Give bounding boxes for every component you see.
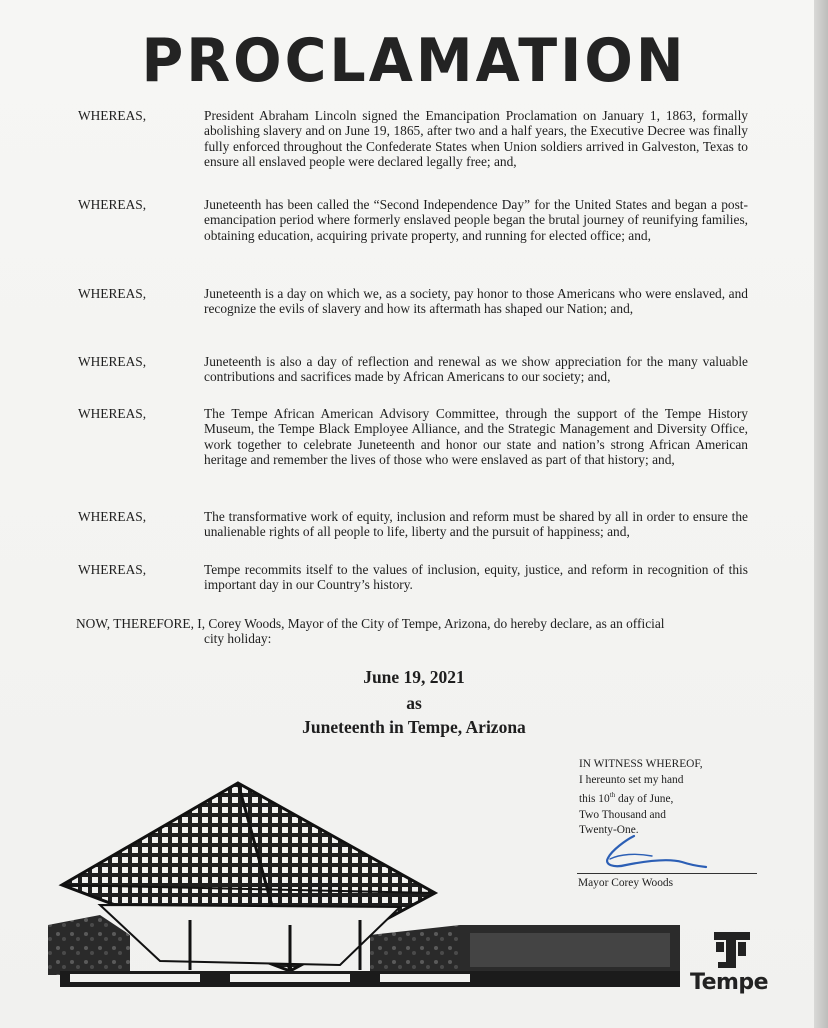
- whereas-label: WHEREAS,: [78, 197, 147, 212]
- declaration-holiday: Juneteenth in Tempe, Arizona: [302, 717, 526, 737]
- witness-line3-suffix: day of June,: [615, 792, 674, 805]
- whereas-clause: [78, 509, 748, 540]
- tempe-city-hall-illustration: [40, 775, 690, 1005]
- whereas-label: WHEREAS,: [78, 286, 147, 301]
- whereas-text: The transformative work of equity, inclusion and reform must be shared by all in order to ensure the unalienable rights of all people to life, liberty and the pursuit of happiness; and,: [204, 509, 748, 540]
- declaration-date: June 19, 2021: [363, 667, 465, 687]
- whereas-text: The Tempe African American Advisory Committee, through the support of the Tempe History Museum, the Tempe Black Employee Alliance, and the Strategic Management and Diversity Office, work together to celebrate Juneteenth and honor our state and nation’s strong African American heritage and remember the lives of those who were enslaved as part of that history; and,: [204, 406, 748, 468]
- witness-line1: IN WITNESS WHEREOF,: [579, 758, 703, 770]
- whereas-text: Juneteenth is a day on which we, as a society, pay honor to those Americans who were enslaved, and recognize the evils of slavery and how its aftermath has shaped our Nation; and,: [204, 286, 748, 317]
- whereas-text: Juneteenth is also a day of reflection and renewal as we show appreciation for the many valuable contributions and sacrifices made by African Americans to our society; and,: [204, 354, 748, 385]
- page-title: PROCLAMATION: [141, 26, 687, 96]
- whereas-clause: [78, 354, 748, 385]
- page-edge-shadow: [814, 0, 828, 1028]
- whereas-label: WHEREAS,: [78, 406, 147, 421]
- whereas-clause: [78, 406, 748, 468]
- whereas-label: WHEREAS,: [78, 509, 147, 524]
- whereas-text: President Abraham Lincoln signed the Emancipation Proclamation on January 1, 1863, formally abolishing slavery and on June 19, 1865, after two and a half years, the Executive Decree was finally fully enforced throughout the Confederate States when Union soldiers arrived in Galveston, Texas to ensure all enslaved people were declared legally free; and,: [204, 108, 748, 170]
- whereas-label: WHEREAS,: [78, 354, 147, 369]
- whereas-clause: [78, 286, 748, 317]
- whereas-clause: [78, 562, 748, 593]
- witness-line4: Two Thousand and: [579, 808, 666, 821]
- whereas-text: Tempe recommits itself to the values of inclusion, equity, justice, and reform in recognition of this important day in our Country’s history.: [204, 562, 748, 593]
- declaration-as: as: [406, 693, 422, 713]
- whereas-text: Juneteenth has been called the “Second Independence Day” for the United States and began a post-emancipation period where formerly enslaved people began the brutal journey of reunifying families, obtaining education, acquiring private property, and running for elected office; and,: [204, 197, 748, 243]
- now-therefore-line1: NOW, THEREFORE, I, Corey Woods, Mayor of the City of Tempe, Arizona, do hereby declare, as an official: [76, 616, 665, 631]
- tempe-logo-icon: [708, 928, 756, 970]
- witness-line3-prefix: this 10: [579, 792, 610, 805]
- now-therefore-paragraph: [76, 616, 748, 647]
- witness-line3-sup: th: [609, 791, 616, 800]
- whereas-clause: [78, 108, 748, 170]
- whereas-label: WHEREAS,: [78, 562, 147, 577]
- witness-line5: Twenty-One.: [579, 824, 639, 837]
- signatory-name: Mayor Corey Woods: [578, 877, 674, 889]
- whereas-label: WHEREAS,: [78, 108, 147, 123]
- now-therefore-line2: city holiday:: [204, 631, 272, 647]
- witness-line2: I hereunto set my hand: [579, 773, 684, 786]
- whereas-clause: [78, 197, 748, 243]
- tempe-logo-text: Tempe: [690, 970, 769, 995]
